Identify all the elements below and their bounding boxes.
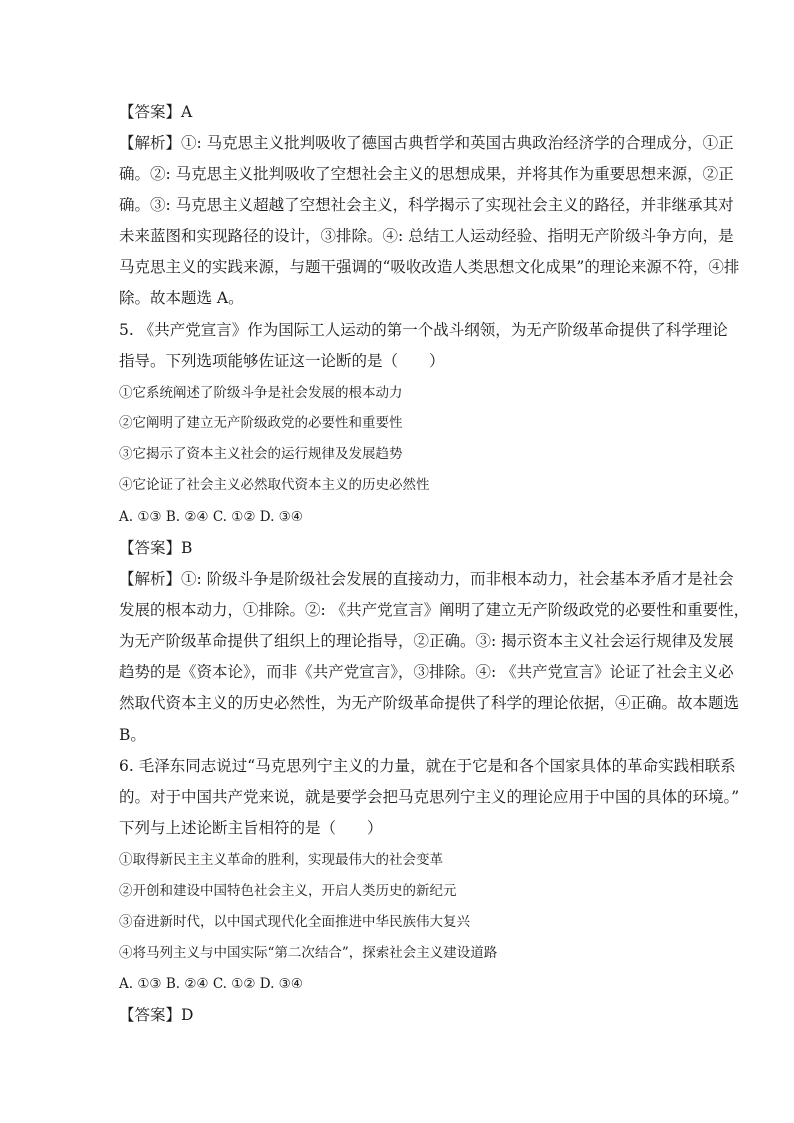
q4-answer: 【答案】A	[119, 103, 193, 121]
q6-stem-line: 6. 毛泽东同志说过“马克思列宁主义的力量，就在于它是和各个国家具体的革命实践相联系	[119, 757, 736, 775]
q5-answer: 【答案】B	[119, 539, 193, 557]
q6-choice-item: ③奋进新时代，以中国式现代化全面推进中华民族伟大复兴	[119, 914, 470, 930]
q5-choice-item: ②它阐明了建立无产阶级政党的必要性和重要性	[119, 415, 403, 431]
q5-options: A. ①③ B. ②④ C. ①② D. ③④	[119, 509, 303, 525]
q4-analysis-line: 除。故本题选 A。	[119, 289, 244, 307]
q6-choice-item: ④将马列主义与中国实际“第二次结合”，探索社会主义建设道路	[119, 945, 498, 961]
q5-analysis-line: B。	[119, 726, 146, 744]
q5-choice-item: ①它系统阐述了阶级斗争是社会发展的根本动力	[119, 385, 403, 401]
q6-stem-line: 下列与上述论断主旨相符的是（ ）	[119, 819, 383, 837]
q5-analysis-line: 发展的根本动力，①排除。②: 《共产党宣言》阐明了建立无产阶级政党的必要性和重要性，	[119, 601, 750, 619]
q6-options: A. ①③ B. ②④ C. ①② D. ③④	[119, 976, 303, 992]
q4-analysis-line: 【解析】①: 马克思主义批判吸收了德国古典哲学和英国古典政治经济学的合理成分，①正	[119, 134, 734, 152]
q5-analysis-line: 为无产阶级革命提供了组织上的理论指导，②正确。③: 揭示资本主义社会运行规律及发展	[119, 632, 734, 650]
q5-analysis-line: 【解析】①: 阶级斗争是阶级社会发展的直接动力，而非根本动力，社会基本矛盾才是社会	[119, 570, 734, 588]
q6-choice-item: ②开创和建设中国特色社会主义，开启人类历史的新纪元	[119, 883, 457, 899]
q4-analysis-line: 马克思主义的实践来源，与题干强调的“吸收改造人类思想文化成果”的理论来源不符，④排	[119, 258, 740, 276]
q6-answer: 【答案】D	[119, 1006, 194, 1024]
q5-analysis-line: 趋势的是《资本论》，而非《共产党宣言》，③排除。④: 《共产党宣言》论证了社会主义必	[119, 663, 734, 681]
q5-choice-item: ③它揭示了资本主义社会的运行规律及发展趋势	[119, 446, 403, 462]
q5-analysis-line: 然取代资本主义的历史必然性，为无产阶级革命提供了科学的理论依据，④正确。故本题选	[119, 694, 740, 712]
q5-stem-line: 指导。下列选项能够佐证这一论断的是（ ）	[119, 352, 445, 370]
q4-analysis-line: 确。②: 马克思主义批判吸收了空想社会主义的思想成果，并将其作为重要思想来源，②正	[119, 165, 734, 183]
q6-stem-line: 的。对于中国共产党来说，就是要学会把马克思列宁主义的理论应用于中国的具体的环境。”	[119, 788, 740, 806]
q6-choice-item: ①取得新民主主义革命的胜利，实现最伟大的社会变革	[119, 852, 443, 868]
q4-analysis-line: 确。③: 马克思主义超越了空想社会主义，科学揭示了实现社会主义的路径，并非继承其对	[119, 196, 734, 214]
q5-stem-line: 5. 《共产党宣言》作为国际工人运动的第一个战斗纲领，为无产阶级革命提供了科学理论	[119, 321, 728, 339]
q5-choice-item: ④它论证了社会主义必然取代资本主义的历史必然性	[119, 477, 430, 493]
q4-analysis-line: 未来蓝图和实现路径的设计，③排除。④: 总结工人运动经验、指明无产阶级斗争方向，是	[119, 227, 734, 245]
